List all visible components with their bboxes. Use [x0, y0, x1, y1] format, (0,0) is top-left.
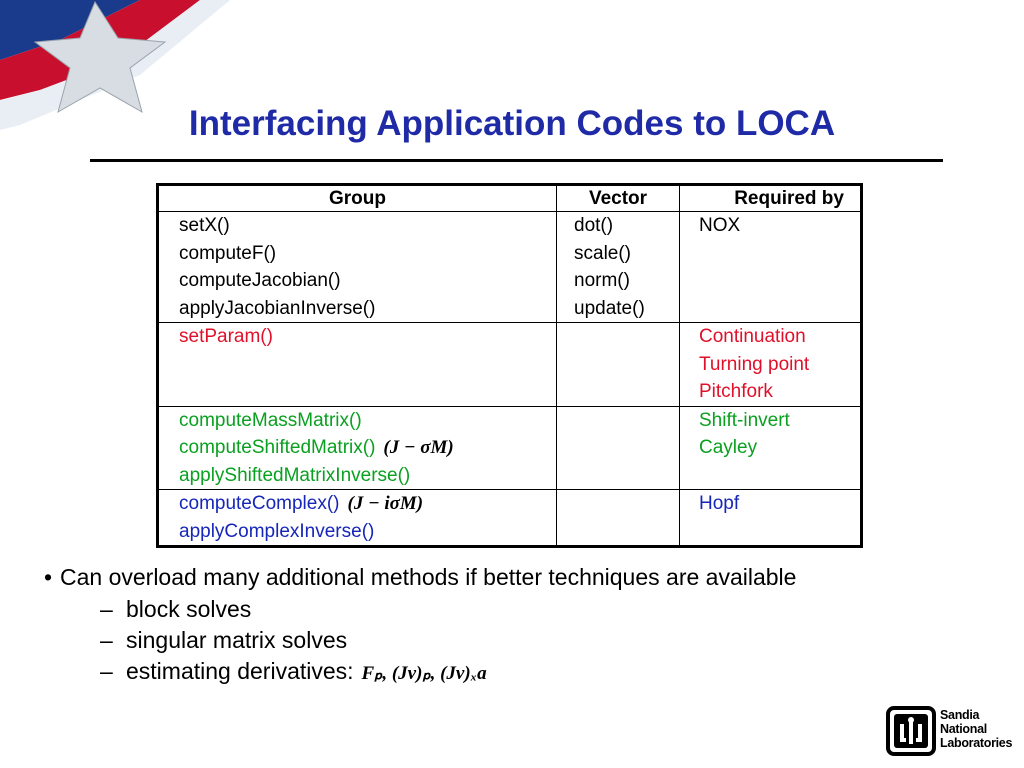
required-by-item: Pitchfork	[699, 381, 773, 402]
dash-icon: –	[100, 596, 113, 622]
sandia-logo-text	[940, 708, 1012, 750]
vector-cell	[557, 212, 680, 323]
method-name: computeMassMatrix()	[179, 409, 362, 431]
required-by-cell	[680, 323, 862, 407]
method-name: computeJacobian()	[179, 270, 341, 291]
required-by-cell	[680, 490, 862, 547]
shifted-matrix-formula: (J − σM)	[383, 437, 454, 458]
method-line	[179, 434, 556, 462]
sandia-logo-icon	[886, 706, 936, 756]
sub-bullet-text: singular matrix solves	[126, 627, 348, 653]
vector-method: update()	[574, 297, 645, 319]
method-name: setX()	[179, 215, 230, 236]
vector-cell	[557, 490, 680, 547]
bullet-dot-icon: •	[44, 564, 53, 590]
group-cell	[158, 490, 557, 547]
vector-method: scale()	[574, 242, 632, 264]
header-vector: Vector	[557, 185, 680, 212]
table-row	[158, 212, 862, 323]
method-name: setParam()	[179, 326, 273, 347]
required-by-cell	[680, 406, 862, 490]
vector-cell	[557, 406, 680, 490]
required-by-item: Shift-invert	[699, 409, 790, 431]
method-line	[179, 490, 556, 518]
required-by-item: Turning point	[699, 353, 810, 375]
group-cell	[158, 212, 557, 323]
slide-title: Interfacing Application Codes to LOCA	[188, 104, 836, 143]
logo-line: Sandia	[940, 708, 980, 722]
vector-method: norm()	[574, 270, 630, 291]
method-name: applyShiftedMatrixInverse()	[179, 464, 411, 486]
required-by-cell	[680, 212, 862, 323]
bullet-main-text: Can overload many additional methods if better techniques are available	[60, 564, 797, 590]
table-row	[158, 323, 862, 407]
group-cell	[158, 323, 557, 407]
vector-cell	[557, 323, 680, 407]
sub-bullet	[100, 596, 251, 623]
required-by-item: Hopf	[699, 493, 740, 514]
method-name: applyComplexInverse()	[179, 520, 375, 542]
bullet-main	[44, 564, 796, 591]
sub-bullet-text: block solves	[126, 596, 252, 622]
dash-icon: –	[100, 627, 113, 653]
table-row	[158, 406, 862, 490]
sub-bullet-text: estimating derivatives:	[126, 658, 354, 684]
title-divider	[90, 159, 943, 162]
logo-line: Laboratories	[940, 736, 1013, 750]
table-row	[158, 490, 862, 547]
method-name: applyJacobianInverse()	[179, 297, 376, 319]
method-name: computeShiftedMatrix()	[179, 437, 376, 458]
method-name: computeF()	[179, 242, 277, 264]
dash-icon: –	[100, 658, 113, 684]
header-required-by: Required by	[680, 185, 862, 212]
sub-bullet	[100, 658, 487, 685]
required-by-item: Continuation	[699, 326, 806, 347]
vector-method: dot()	[574, 215, 614, 236]
group-cell	[158, 406, 557, 490]
complex-matrix-formula: (J − iσM)	[347, 493, 424, 514]
logo-line: National	[940, 722, 987, 736]
methods-table	[156, 183, 863, 548]
table-header-row	[158, 185, 862, 212]
derivative-formula: Fₚ, (Jv)ₚ, (Jv)ₓa	[361, 663, 487, 684]
required-by-item: NOX	[699, 215, 741, 236]
required-by-item: Cayley	[699, 437, 758, 458]
header-group: Group	[158, 185, 557, 212]
sub-bullet	[100, 627, 347, 654]
method-name: computeComplex()	[179, 493, 340, 514]
